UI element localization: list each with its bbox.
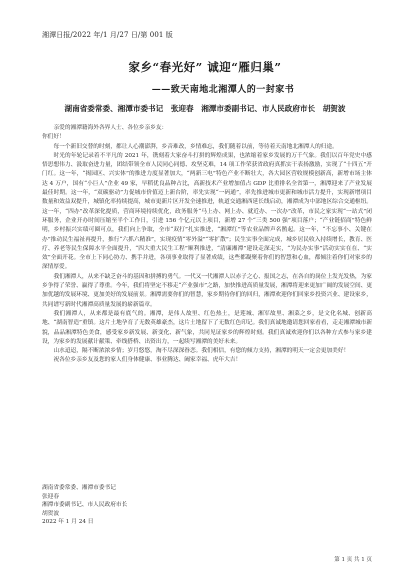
- signer-name: 张迎春: [42, 493, 60, 500]
- page-number: 第 1 页 共 1 页: [334, 557, 372, 563]
- article-title: 家乡“春光好” 诚迎“雁归巢”: [128, 60, 282, 74]
- body-paragraph: 祝各位乡亲乡友及您的家人们身体健康、事业腾达、阖家幸福、虎年大吉！: [53, 357, 242, 364]
- salutation: 亲爱的湘潭籍海外各界人士、各位乡亲乡友：: [53, 125, 168, 131]
- article-subtitle: ——致天南地北湘潭人的一封家书: [151, 85, 295, 95]
- greeting: 你们好！: [42, 134, 65, 141]
- signer-name: 胡贺波: [42, 510, 60, 517]
- signature-block: [42, 484, 127, 527]
- article-body: [42, 124, 372, 366]
- signer-title: 湘潭市委副书记、市人民政府市长: [42, 502, 128, 509]
- signature-date: 2022 年 1 月 24 日: [42, 519, 94, 526]
- body-paragraph: 时光的年轮记录着不平凡的 2021 年，镌刻着大家奋斗打拼的辉煌成果，也浓缩着家乡发展的万千气象。我们以百年党史中感悟思想伟力、汲取奋进力量，团结带领全市人民同心同德、攻坚克难，14 项工作荣获省政府真抓实干表扬激励，实现了“十四五”开门红。这一年，“揭园区、兴实体”的推进力度显著加大，“两新三电”特色产业不断壮大，各大园区营收规模创新高，新增市场主体达 4 万户，国有“小巨人”企业 49 家，早稻优良品种占比，高新技术产业增加值占 GDP 比重排名全省第一，湘潭迎来了产业发展最佳时期。这一年，“双碳驱动”力促城市价值迈上新台阶，率先实现“一码通”，率先推进城市更新和城市活力提升，实现新增项目数量和效益双提升，城镇化率持续提高，城市更新片区开发全速推进，轨道交通湘西延长线启动，湘潭成为中部地区综合交通枢纽。这一年，“四办”改革深化提质，营商环境持续优化，政务服务“马上办、网上办、就近办、一次办”改革，市民之家实现“一站式”闭环服务，企业开办时间压缩至半个工作日，引进 156 个亿元以上项目，新增 27 个“三类 500 强”项目落户；“产业链招商”特色鲜明，乡村振兴实绩可圈可点，我们向上争取，全市“双打”扎实推进，“湘潭红”等农业品牌声名鹊起。这一年，“不忘事小、关键在办”推动民生福祉再提升，推行“六抓六精准”，实现疫情“零外溢”“零扩散”；民生实事全面完成，城乡居民收入持续增长，教育、医疗、养老等民生保障水平全面提升，“四大重大民生工程”顺利推进，“清廉湘潭”建设走深走实，“为民办实事”活动实实在在、“实效”全面开花。全市上下同心协力、携手并进，各项事业取得了显著成绩，这些都凝聚着你们的智慧和心血，都倾注着你们对家乡的深情厚爱。: [42, 152, 372, 271]
- body-paragraph: 山水迢迢，隔不断浓浓乡情；岁月悠悠，淘不尽深深眷恋。我们相信，有您的倾力支持，湘潭的明天一定会更加美好！: [53, 348, 350, 355]
- publication-header: 湘潭日报/2022 年/1 月/27 日/第 001 版: [42, 31, 173, 39]
- article-authors: 湖南省委常委、湘潭市委书记 张迎春 湘潭市委副书记、市人民政府市长 胡贺波: [64, 104, 346, 113]
- signer-title: 湖南省委常委、湘潭市委书记: [42, 485, 116, 491]
- body-paragraph: 每一个新旧交替的时刻，都让人心潮澎湃，乡音难改，乡情难忘，我们随着以前，等待着天南地北湘潭人的归途。: [53, 143, 338, 150]
- body-paragraph: 我们湘潭人，从来不缺乏奋斗的基因和拼搏的勇气。一代又一代湘潭人以赤子之心、报国之志，在各自的岗位上发光发热，为家乡争得了荣誉、赢得了尊重。今年，我们将坚定不移走“产业强市”之路，加快推进高质量发展，湘潭将迎来更加广阔的发展空间、更加优越的发展环境、更加美好的发展前景。湘潭需要你们的智慧，家乡期待你们的回归，湘潭欢迎你们回家乡投资兴业、建设家乡，共同谱写新时代湘潭高质量发展的崭新篇章。: [42, 273, 373, 308]
- body-paragraph: 我们湘潭人，从来都是最有底气的。湘潭，是伟人故里、红色热土，是莲城、湘军故里、湘菜之乡，是文化名城、创新高地、“湖南智造”重镇。这片土地孕育了无数英雄豪杰，这片土地留下了无数红色印记。我们真诚地邀请您回家看看，走走湘潭城市新貌，品品湘潭特色美食，感受家乡新发展、新变化、新气象，共同见证家乡的辉煌时刻。我们真诚欢迎你们以各种方式参与家乡建设，为家乡的发展献计献策、牵线搭桥、出资出力，一起续写湘潭的美好未来。: [42, 310, 373, 345]
